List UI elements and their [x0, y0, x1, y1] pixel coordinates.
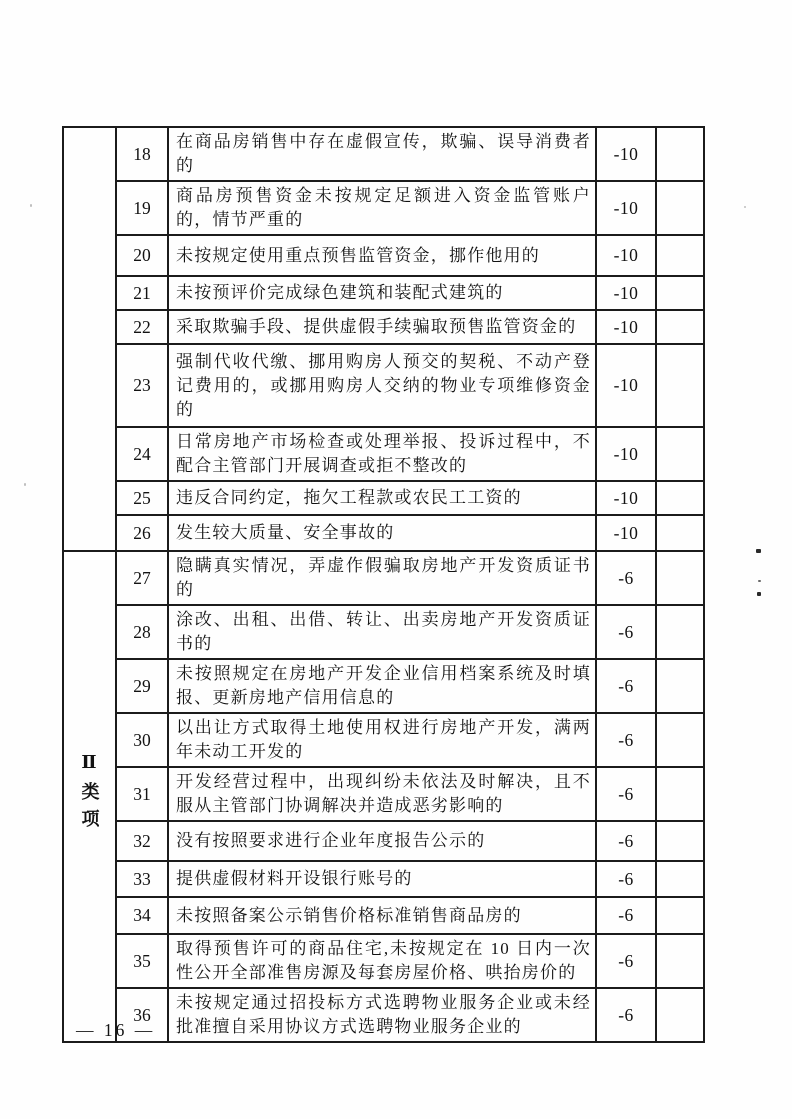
row-number-cell: 23: [116, 344, 168, 427]
remark-cell: [656, 181, 704, 235]
table-row: [63, 344, 704, 427]
remark-cell: [656, 659, 704, 713]
remark-cell: [656, 605, 704, 659]
score-cell: -6: [596, 861, 656, 897]
table-row: [63, 659, 704, 713]
table-row: [63, 767, 704, 821]
description-cell: 未按照规定在房地产开发企业信用档案系统及时填报、更新房地产信用信息的: [168, 659, 596, 713]
scan-artifact: [30, 204, 32, 207]
remark-cell: [656, 551, 704, 605]
remark-cell: [656, 821, 704, 861]
scan-artifact: [756, 549, 761, 553]
remark-cell: [656, 127, 704, 181]
description-cell: 日常房地产市场检查或处理举报、投诉过程中，不配合主管部门开展调查或拒不整改的: [168, 427, 596, 481]
row-number-cell: 31: [116, 767, 168, 821]
row-number-cell: 27: [116, 551, 168, 605]
row-number-cell: 34: [116, 897, 168, 934]
score-cell: -10: [596, 127, 656, 181]
row-number-cell: 33: [116, 861, 168, 897]
row-number-cell: 19: [116, 181, 168, 235]
category-cell: [63, 551, 116, 1042]
table-row: [63, 713, 704, 767]
score-cell: -6: [596, 934, 656, 988]
description-cell: 未按预评价完成绿色建筑和装配式建筑的: [168, 276, 596, 310]
table-row: [63, 127, 704, 181]
score-cell: -10: [596, 515, 656, 551]
remark-cell: [656, 861, 704, 897]
score-cell: -6: [596, 767, 656, 821]
description-cell: 以出让方式取得土地使用权进行房地产开发，满两年未动工开发的: [168, 713, 596, 767]
table-row: [63, 605, 704, 659]
row-number-cell: 25: [116, 481, 168, 515]
score-cell: -10: [596, 235, 656, 276]
scan-artifact: [758, 580, 761, 582]
remark-cell: [656, 235, 704, 276]
table-row: [63, 276, 704, 310]
scan-artifact: [24, 483, 26, 486]
description-cell: 未按规定通过招投标方式选聘物业服务企业或未经批准擅自采用协议方式选聘物业服务企业的: [168, 988, 596, 1042]
description-cell: 开发经营过程中，出现纠纷未依法及时解决，且不服从主管部门协调解决并造成恶劣影响的: [168, 767, 596, 821]
score-cell: -10: [596, 276, 656, 310]
category-label: Ⅱ类项: [79, 752, 100, 836]
score-cell: -10: [596, 427, 656, 481]
remark-cell: [656, 344, 704, 427]
table-row: [63, 551, 704, 605]
remark-cell: [656, 427, 704, 481]
remark-cell: [656, 897, 704, 934]
description-cell: 强制代收代缴、挪用购房人预交的契税、不动产登记费用的，或挪用购房人交纳的物业专项维修资金的: [168, 344, 596, 427]
table-row: [63, 897, 704, 934]
remark-cell: [656, 988, 704, 1042]
table-row: [63, 515, 704, 551]
row-number-cell: 21: [116, 276, 168, 310]
score-cell: -6: [596, 821, 656, 861]
table-row: [63, 310, 704, 344]
table-row: [63, 427, 704, 481]
score-cell: -6: [596, 659, 656, 713]
score-cell: -6: [596, 988, 656, 1042]
description-cell: 商品房预售资金未按规定足额进入资金监管账户的，情节严重的: [168, 181, 596, 235]
row-number-cell: 24: [116, 427, 168, 481]
table-row: [63, 934, 704, 988]
score-cell: -6: [596, 897, 656, 934]
row-number-cell: 29: [116, 659, 168, 713]
description-cell: 提供虚假材料开设银行账号的: [168, 861, 596, 897]
description-cell: 涂改、出租、出借、转让、出卖房地产开发资质证书的: [168, 605, 596, 659]
description-cell: 违反合同约定，拖欠工程款或农民工工资的: [168, 481, 596, 515]
description-cell: 取得预售许可的商品住宅,未按规定在 10 日内一次性公开全部准售房源及每套房屋价格、哄抬房价的: [168, 934, 596, 988]
score-table: [62, 126, 705, 1043]
remark-cell: [656, 713, 704, 767]
row-number-cell: 18: [116, 127, 168, 181]
score-cell: -6: [596, 551, 656, 605]
remark-cell: [656, 276, 704, 310]
category-cell: [63, 127, 116, 551]
remark-cell: [656, 767, 704, 821]
score-cell: -10: [596, 181, 656, 235]
row-number-cell: 28: [116, 605, 168, 659]
description-cell: 未按照备案公示销售价格标准销售商品房的: [168, 897, 596, 934]
description-cell: 在商品房销售中存在虚假宣传，欺骗、误导消费者的: [168, 127, 596, 181]
table-row: [63, 181, 704, 235]
scan-artifact: [744, 206, 746, 208]
row-number-cell: 30: [116, 713, 168, 767]
description-cell: 发生较大质量、安全事故的: [168, 515, 596, 551]
table-row: [63, 821, 704, 861]
description-cell: 采取欺骗手段、提供虚假手续骗取预售监管资金的: [168, 310, 596, 344]
remark-cell: [656, 310, 704, 344]
table-row: [63, 481, 704, 515]
remark-cell: [656, 481, 704, 515]
score-cell: -6: [596, 713, 656, 767]
row-number-cell: 36: [116, 988, 168, 1042]
table-row: [63, 988, 704, 1042]
scan-artifact: [757, 592, 761, 596]
score-cell: -10: [596, 310, 656, 344]
row-number-cell: 32: [116, 821, 168, 861]
row-number-cell: 35: [116, 934, 168, 988]
row-number-cell: 26: [116, 515, 168, 551]
score-cell: -10: [596, 344, 656, 427]
table-row: [63, 235, 704, 276]
page-number: — 16 —: [76, 1020, 156, 1040]
row-number-cell: 20: [116, 235, 168, 276]
description-cell: 隐瞒真实情况，弄虚作假骗取房地产开发资质证书的: [168, 551, 596, 605]
remark-cell: [656, 934, 704, 988]
score-cell: -6: [596, 605, 656, 659]
table-row: [63, 861, 704, 897]
remark-cell: [656, 515, 704, 551]
score-cell: -10: [596, 481, 656, 515]
description-cell: 没有按照要求进行企业年度报告公示的: [168, 821, 596, 861]
row-number-cell: 22: [116, 310, 168, 344]
description-cell: 未按规定使用重点预售监管资金，挪作他用的: [168, 235, 596, 276]
